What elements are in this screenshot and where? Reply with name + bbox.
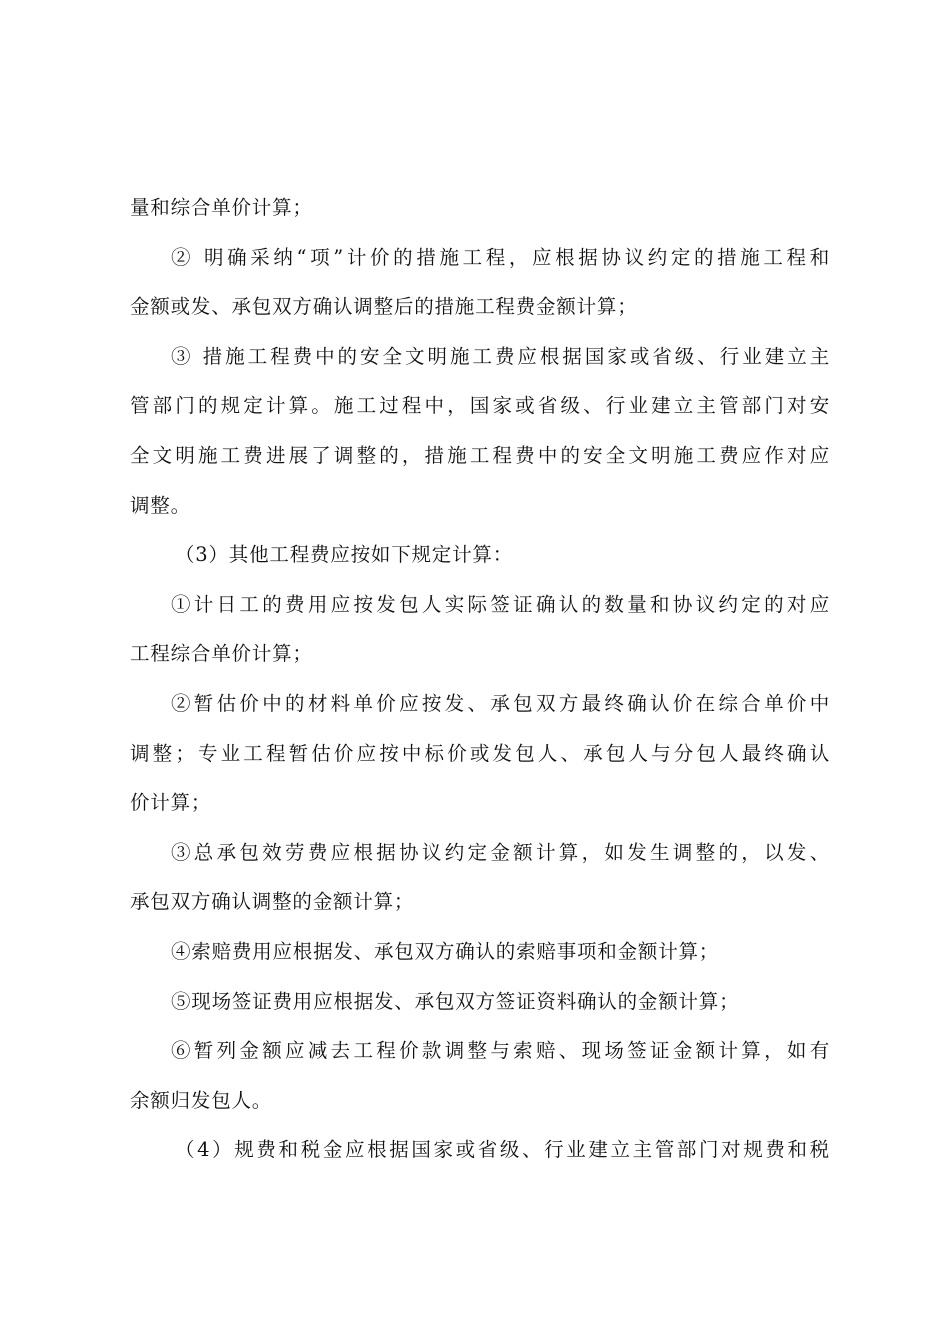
text-line: 余额归发包人。 (130, 1088, 273, 1112)
text-line: 金额或发、承包双方确认调整后的措施工程费金额计算； (130, 295, 638, 319)
text-line: ⑤现场签证费用应根据发、承包双方签证资料确认的金额计算； (171, 989, 740, 1013)
text-line: ④索赔费用应根据发、承包双方确认的索赔事项和金额计算； (171, 939, 720, 963)
text-line: 承包双方确认调整的金额计算； (130, 890, 415, 914)
text-line: ⑥暂列金额应减去工程价款调整与索赔、现场签证金额计算，如有 (171, 1039, 830, 1063)
text-line: ③总承包效劳费应根据协议约定金额计算，如发生调整的，以发、 (171, 840, 830, 864)
text-line: 调整。 (130, 493, 191, 517)
text-line: ③ 措施工程费中的安全文明施工费应根据国家或省级、行业建立主 (171, 344, 830, 368)
text-line: （3）其他工程费应按如下规定计算： (175, 543, 514, 567)
text-line: 全文明施工费进展了调整的，措施工程费中的安全文明施工费应作对应 (130, 443, 830, 467)
text-line: 量和综合单价计算； (130, 196, 313, 219)
text-line: ② 明确采纳“项”计价的措施工程，应根据协议约定的措施工程和 (171, 245, 830, 269)
text-line: 调整；专业工程暂估价应按中标价或发包人、承包人与分包人最终确认 (130, 741, 830, 765)
text-line: ②暂估价中的材料单价应按发、承包双方最终确认价在综合单价中 (171, 691, 830, 715)
text-line: 价计算； (130, 791, 212, 815)
text-line: （4）规费和税金应根据国家或省级、行业建立主管部门对规费和税 (175, 1138, 830, 1162)
text-line: 工程综合单价计算； (130, 642, 313, 666)
body-text (130, 183, 830, 1175)
text-line: ①计日工的费用应按发包人实际签证确认的数量和协议约定的对应 (171, 592, 830, 616)
text-line: 管部门的规定计算。施工过程中，国家或省级、行业建立主管部门对安 (130, 394, 830, 418)
